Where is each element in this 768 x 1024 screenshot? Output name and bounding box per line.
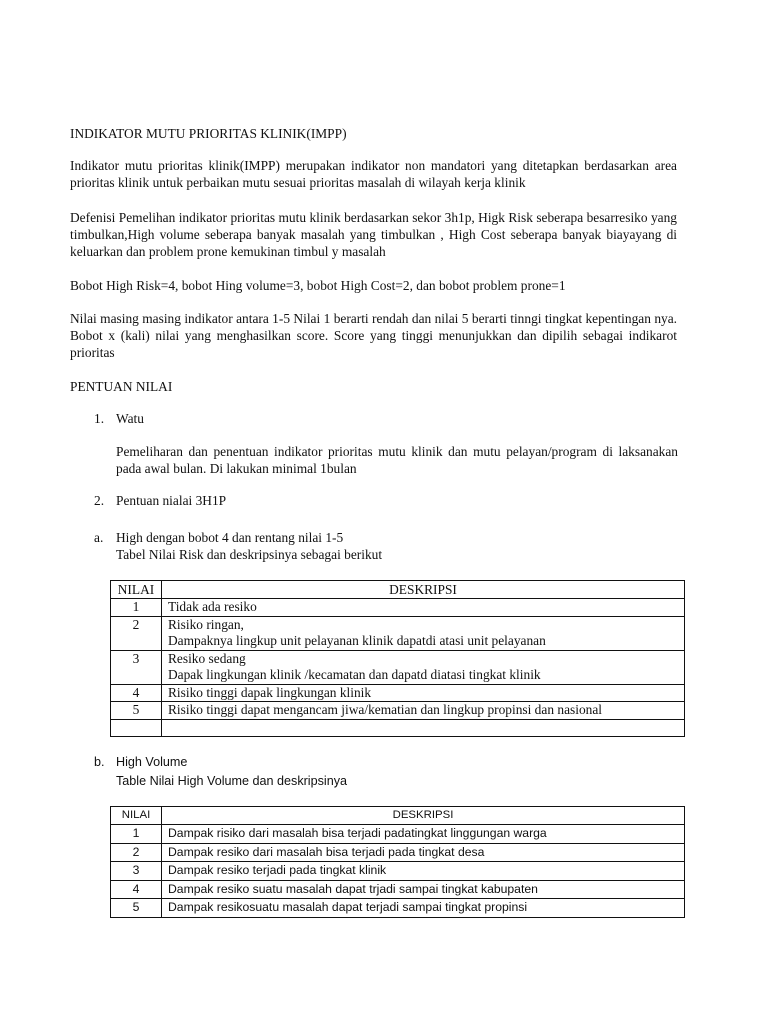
table-row xyxy=(111,843,685,862)
nilai-cell: 2 xyxy=(111,843,162,862)
deskripsi-line: Dampaknya lingkup unit pelayanan klinik dapatdi atasi unit pelayanan xyxy=(168,633,546,648)
deskripsi-cell: Dampak resiko suatu masalah dapat trjadi sampai tingkat kabupaten xyxy=(162,880,685,899)
table-row xyxy=(111,702,685,720)
item1-paragraph: Pemeliharan dan penentuan indikator prioritas mutu klinik dan mutu pelayan/program di laksanakan pada awal bulan. Di lakukan minimal 1bulan xyxy=(116,444,678,476)
deskripsi-cell: Dampak resikosuatu masalah dapat terjadi sampai tingkat propinsi xyxy=(162,899,685,918)
deskripsi-cell xyxy=(162,702,685,720)
list-item-text: Pentuan nialai 3H1P xyxy=(116,493,227,508)
table2-caption: Table Nilai High Volume dan deskripsinya xyxy=(116,774,348,788)
deskripsi-line: Tidak ada resiko xyxy=(168,599,257,614)
list-item-number: 2. xyxy=(94,493,105,508)
nilai-cell: 2 xyxy=(111,616,162,650)
score-paragraph: Nilai masing masing indikator antara 1-5 Nilai 1 berarti rendah dan nilai 5 berarti tinngi tingkat kepentingan nya. Bobot x (kali) nilai yang menghasilkan score. Score yang tinggi menunjukkan dan dipilih sebagai indikarot prioritas xyxy=(70,311,677,360)
deskripsi-line: Dapak lingkungan klinik /kecamatan dan dapatd diatasi tingkat klinik xyxy=(168,667,541,682)
column-header-nilai: NILAI xyxy=(111,581,162,599)
deskripsi-line: Risiko tinggi dapat mengancam jiwa/kematian dan lingkup propinsi dan nasional xyxy=(168,702,602,717)
sub-item-text: High dengan bobot 4 dan rentang nilai 1-5 xyxy=(116,530,344,545)
deskripsi-line: Risiko ringan, xyxy=(168,616,244,632)
column-header-nilai: NILAI xyxy=(111,807,162,825)
table-header-row xyxy=(111,807,685,825)
table-row xyxy=(111,650,685,684)
deskripsi-cell xyxy=(162,599,685,617)
deskripsi-line: Resiko sedang xyxy=(168,650,246,666)
table-row xyxy=(111,684,685,702)
sub-item-letter: b. xyxy=(94,755,105,769)
nilai-cell xyxy=(111,719,162,736)
column-header-deskripsi: DESKRIPSI xyxy=(162,807,685,825)
deskripsi-line: Risiko tinggi dapak lingkungan klinik xyxy=(168,684,372,700)
nilai-cell: 4 xyxy=(111,684,162,702)
definition-paragraph: Defenisi Pemelihan indikator prioritas mutu klinik berdasarkan sekor 3h1p, Higk Risk seberapa besarresiko yang timbulkan,High volume seberapa banyak masalah yang timbulkan , High Cost seberapa banyak biayayang di keluarkan dan problem prone kemukinan timbul y masalah xyxy=(70,210,677,259)
deskripsi-cell: Dampak resiko terjadi pada tingkat klinik xyxy=(162,862,685,881)
nilai-cell: 4 xyxy=(111,880,162,899)
intro-paragraph: Indikator mutu prioritas klinik(IMPP) merupakan indikator non mandatori yang ditetapkan berdasarkan area prioritas klinik untuk perbaikan mutu sesuai prioritas masalah di wilayah kerja klinik xyxy=(70,158,677,190)
list-item-text: Watu xyxy=(116,411,144,426)
table-row xyxy=(111,825,685,844)
column-header-deskripsi: DESKRIPSI xyxy=(162,581,685,599)
deskripsi-cell xyxy=(162,616,685,650)
nilai-cell: 3 xyxy=(111,650,162,684)
table-header-row xyxy=(111,581,685,599)
deskripsi-cell xyxy=(162,650,685,684)
document-title: INDIKATOR MUTU PRIORITAS KLINIK(IMPP) xyxy=(70,126,347,141)
deskripsi-cell: Dampak risiko dari masalah bisa terjadi padatingkat linggungan warga xyxy=(162,825,685,844)
table-row xyxy=(111,862,685,881)
table1-caption: Tabel Nilai Risk dan deskripsinya sebagai berikut xyxy=(116,547,383,562)
volume-table xyxy=(110,806,685,918)
nilai-cell: 1 xyxy=(111,599,162,617)
list-item-number: 1. xyxy=(94,411,105,426)
risk-table xyxy=(110,580,685,737)
deskripsi-cell xyxy=(162,719,685,736)
table-row xyxy=(111,616,685,650)
sub-item-letter: a. xyxy=(94,530,104,545)
table-row xyxy=(111,880,685,899)
section-heading: PENTUAN NILAI xyxy=(70,379,173,394)
deskripsi-cell xyxy=(162,684,685,702)
sub-item-text: High Volume xyxy=(116,755,188,769)
table-row-empty xyxy=(111,719,685,736)
table-row xyxy=(111,899,685,918)
table-row xyxy=(111,599,685,617)
nilai-cell: 5 xyxy=(111,899,162,918)
nilai-cell: 5 xyxy=(111,702,162,720)
nilai-cell: 1 xyxy=(111,825,162,844)
weight-paragraph: Bobot High Risk=4, bobot Hing volume=3, bobot High Cost=2, dan bobot problem prone=1 xyxy=(70,278,566,293)
deskripsi-cell: Dampak resiko dari masalah bisa terjadi pada tingkat desa xyxy=(162,843,685,862)
nilai-cell: 3 xyxy=(111,862,162,881)
